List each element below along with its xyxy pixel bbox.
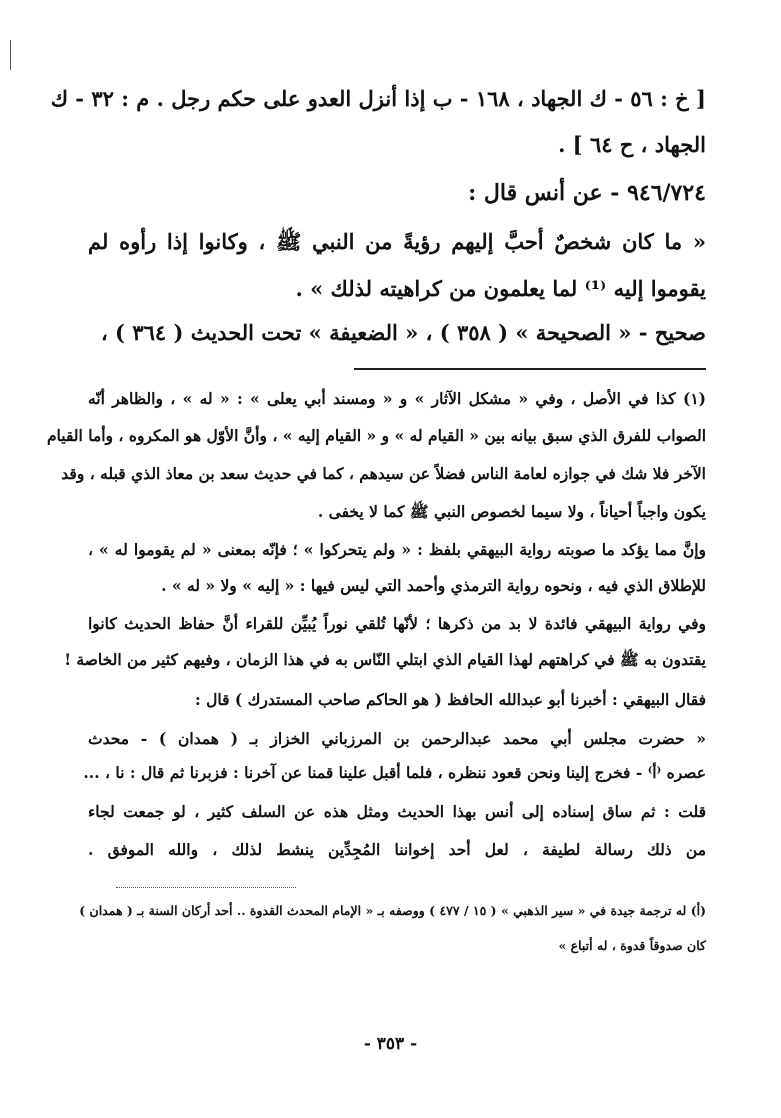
note-line-9: فقال البيهقي : أخبرنا أبو عبدالله الحافظ ( هو الحاكم صاحب المستدرك ) قال : — [195, 690, 706, 709]
reference-line-2: الجهاد ، ح ٦٤ ] . — [558, 132, 706, 157]
hadith-text-line-1: « ما كان شخصٌ أحبَّ إليهم رؤيةً من النبي ﷺ ، وكانوا إذا رأوه لم — [88, 229, 706, 254]
reference-line-1: [ خ : ٥٦ - ك الجهاد ، ١٦٨ - ب إذا أنزل العدو على حكم رجل . م : ٣٢ - ك — [50, 86, 706, 111]
note-line-12: قلت : ثم ساق إسناده إلى أنس بهذا الحديث ومثل هذه عن السلف كثير ، لو جمعت لجاء — [88, 802, 706, 821]
note-line-10: « حضرت مجلس أبي محمد عبدالرحمن بن المرزباني الخزاز بـ ( همدان ) - محدث — [88, 729, 706, 748]
note-line-1: (١) كذا في الأصل ، وفي « مشكل الآثار » و « ومسند أبي يعلى » : « له » ، والظاهر أنّه — [88, 389, 706, 408]
footnote-line-1: (أ) له ترجمة جيدة في « سير الذهبي » ( ١٥ / ٤٧٧ ) ووصفه بـ « الإمام المحدث القدوة .. أحد أركان السنة بـ ( همدان ) — [79, 903, 706, 918]
footnote-line-2: كان صدوقاً قدوة ، له أتباع » — [558, 938, 706, 953]
note-line-11: عصره ⁽أ⁾ - فخرج إلينا ونحن قعود ننظره ، فلما أقبل علينا قمنا عن آخرنا : فزبرنا ثم قال : نا ، ... — [83, 763, 706, 782]
scan-margin-mark — [10, 40, 11, 70]
note-line-6: للإطلاق الذي فيه ، ونحوه رواية الترمذي وأحمد التي ليس فيها : « إليه » ولا « له » . — [161, 576, 706, 595]
note-line-13: من ذلك رسالة لطيفة ، لعل أحد إخواننا المُجِدِّين ينشط لذلك ، والله الموفق . — [88, 840, 706, 859]
footnote-separator — [116, 887, 296, 888]
note-line-8: يقتدون به ﷺ في كراهتهم لهذا القيام الذي ابتلي النّاس به في هذا الزمان ، وفيهم كثير من الخاصة ! — [64, 650, 706, 669]
page-number: - ٣٥٣ - — [363, 1034, 418, 1054]
note-line-5: وإنَّ مما يؤكد ما صوبته رواية البيهقي بلفظ : « ولم يتحركوا » ؛ فإنّه بمعنى « لم يقوموا له » ، — [88, 540, 706, 559]
note-line-4: يكون واجباً أحياناً ، ولا سيما لخصوص النبي ﷺ كما لا يخفى . — [317, 502, 706, 521]
notes-separator — [354, 368, 706, 370]
hadith-number-heading: ٩٤٦/٧٢٤ - عن أنس قال : — [468, 180, 706, 206]
note-line-3: الآخر فلا شك في جوازه لعامة الناس فضلاً عن سيدهم ، كما في حديث سعد بن معاذ الذي قبله ، وقد — [61, 464, 706, 483]
grading-line: صحيح - « الصحيحة » ( ٣٥٨ ) ، « الضعيفة » تحت الحديث ( ٣٦٤ ) ، — [100, 320, 706, 345]
note-line-2: الصواب للفرق الذي سبق بيانه بين « القيام له » و « القيام إليه » ، وأنَّ الأوّل هو المكروه ، وأما القيام — [46, 426, 706, 445]
hadith-text-line-2: يقوموا إليه ⁽¹⁾ لما يعلمون من كراهيته لذلك » . — [295, 276, 706, 301]
note-line-7: وفي رواية البيهقي فائدة لا بد من ذكرها ؛ لأنّها تُلقي نوراً يُبيِّن للقراء أنَّ حفاظ الحديث كانوا — [88, 614, 706, 633]
